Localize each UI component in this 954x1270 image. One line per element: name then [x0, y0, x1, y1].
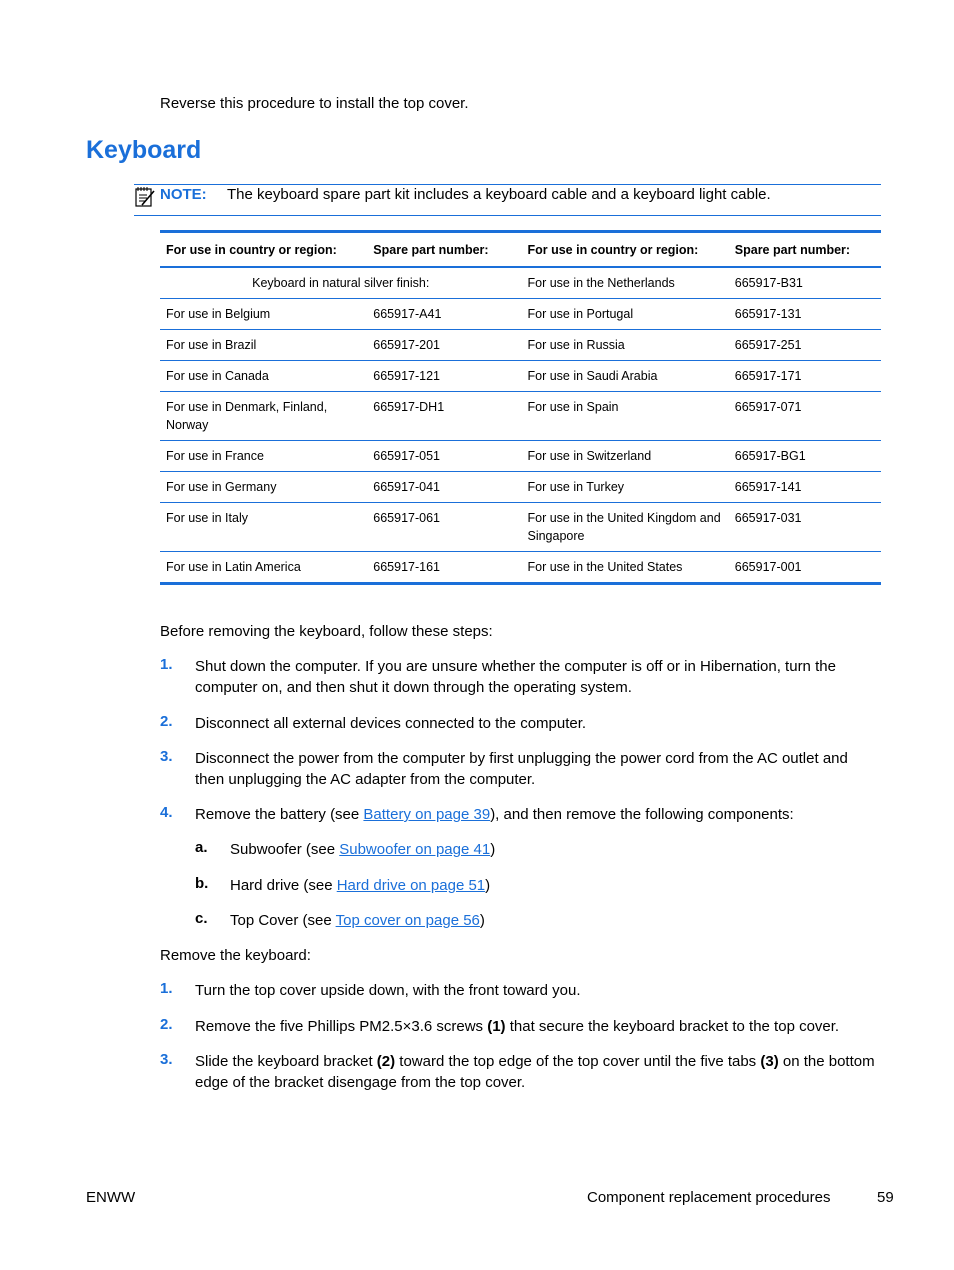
step-text: Disconnect all external devices connected to the computer. — [195, 715, 587, 732]
step-number: 2. — [160, 713, 173, 730]
part-number-cell: 665917-031 — [729, 503, 881, 552]
step-text: Disconnect the power from the computer by first unplugging the power cord from the AC outlet and then unplugging the AC adapter from the computer. — [195, 750, 848, 788]
part-number-cell: 665917-A41 — [367, 299, 521, 330]
sub-step-post: ) — [479, 912, 485, 929]
header-country-1: For use in country or region: — [160, 232, 367, 268]
step-number: 2. — [160, 1016, 173, 1033]
table-row — [160, 441, 881, 472]
country-cell: For use in Germany — [160, 472, 367, 503]
table-row — [160, 299, 881, 330]
footer-left: ENWW — [86, 1189, 136, 1206]
step-text: Turn the top cover upside down, with the front toward you. — [195, 982, 581, 999]
country-cell: For use in Denmark, Finland, Norway — [160, 392, 367, 441]
footer-section: Component replacement procedures — [587, 1189, 831, 1206]
header-part-2: Spare part number: — [729, 232, 881, 268]
note-icon — [134, 186, 156, 208]
part-number-cell: 665917-001 — [729, 552, 881, 584]
table-row — [160, 472, 881, 503]
subwoofer-link[interactable]: Subwoofer on page 41 — [339, 841, 491, 858]
sub-step-pre: Hard drive (see — [230, 877, 337, 894]
table-row — [160, 267, 881, 299]
intro-text: Reverse this procedure to install the top cover. — [160, 95, 469, 112]
step-number: 3. — [160, 1051, 173, 1068]
callout-number: (3) — [760, 1053, 779, 1070]
country-cell: For use in Belgium — [160, 299, 367, 330]
table-row — [160, 361, 881, 392]
remove-intro: Remove the keyboard: — [160, 947, 311, 964]
table-row — [160, 392, 881, 441]
table-row — [160, 503, 881, 552]
sub-step-letter: a. — [195, 839, 208, 856]
sub-step-pre: Subwoofer (see — [230, 841, 340, 858]
header-country-2: For use in country or region: — [521, 232, 728, 268]
part-number-cell: 665917-141 — [729, 472, 881, 503]
step-number: 1. — [160, 656, 173, 673]
part-number-cell: 665917-131 — [729, 299, 881, 330]
part-number-cell: 665917-041 — [367, 472, 521, 503]
country-cell: For use in Canada — [160, 361, 367, 392]
part-number-cell: 665917-171 — [729, 361, 881, 392]
sub-step-post: ) — [490, 841, 496, 858]
step-number: 1. — [160, 980, 173, 997]
note-box — [134, 184, 881, 216]
country-cell: For use in Turkey — [521, 472, 728, 503]
part-number-cell: 665917-051 — [367, 441, 521, 472]
step-text — [195, 804, 875, 825]
part-number-cell: 665917-061 — [367, 503, 521, 552]
note-text: The keyboard spare part kit includes a keyboard cable and a keyboard light cable. — [227, 186, 771, 203]
country-cell: For use in Russia — [521, 330, 728, 361]
header-part-1: Spare part number: — [367, 232, 521, 268]
country-cell: For use in Saudi Arabia — [521, 361, 728, 392]
top-cover-link[interactable]: Top cover on page 56 — [335, 912, 480, 929]
country-cell: For use in the United Kingdom and Singapore — [521, 503, 728, 552]
sub-step-letter: c. — [195, 910, 208, 927]
before-steps-intro: Before removing the keyboard, follow these steps: — [160, 623, 493, 640]
step-text — [195, 1016, 885, 1037]
country-cell: For use in Latin America — [160, 552, 367, 584]
spare-parts-table — [160, 230, 881, 585]
country-cell: For use in the United States — [521, 552, 728, 584]
sub-step-text — [230, 910, 485, 931]
part-number-cell: 665917-161 — [367, 552, 521, 584]
battery-link[interactable]: Battery on page 39 — [363, 806, 491, 823]
table-row — [160, 330, 881, 361]
callout-number: (1) — [487, 1018, 506, 1035]
hard-drive-link[interactable]: Hard drive on page 51 — [336, 877, 486, 894]
part-number-cell: 665917-121 — [367, 361, 521, 392]
step-text-part: that secure the keyboard bracket to the top cover. — [505, 1018, 840, 1035]
step-text-part: on the bottom edge of the bracket disengage from the top cover. — [195, 1053, 875, 1091]
sub-step-post: ) — [485, 877, 491, 894]
note-label: NOTE: — [160, 186, 207, 203]
sub-step-pre: Top Cover (see — [230, 912, 336, 929]
sub-step-text — [230, 875, 490, 896]
part-number-cell: 665917-251 — [729, 330, 881, 361]
part-number-cell: 665917-BG1 — [729, 441, 881, 472]
step-text-part: Slide the keyboard bracket — [195, 1053, 377, 1070]
sub-step-letter: b. — [195, 875, 209, 892]
country-cell: For use in Spain — [521, 392, 728, 441]
country-cell: For use in Brazil — [160, 330, 367, 361]
country-cell: For use in Switzerland — [521, 441, 728, 472]
finish-label-cell: Keyboard in natural silver finish: — [160, 267, 521, 299]
part-number-cell: 665917-201 — [367, 330, 521, 361]
section-heading: Keyboard — [86, 136, 202, 164]
country-cell: For use in Portugal — [521, 299, 728, 330]
country-cell: For use in France — [160, 441, 367, 472]
step-text-part: Remove the five Phillips PM2.5×3.6 screws — [195, 1018, 488, 1035]
step-text — [195, 1051, 875, 1093]
sub-step-text — [230, 839, 495, 860]
step-number: 4. — [160, 804, 173, 821]
country-cell: For use in Italy — [160, 503, 367, 552]
table-header-row — [160, 232, 881, 268]
table-row — [160, 552, 881, 584]
part-number-cell: 665917-071 — [729, 392, 881, 441]
callout-number: (2) — [376, 1053, 396, 1070]
step-text: Shut down the computer. If you are unsure whether the computer is off or in Hibernation, turn the computer on, and then shut it down through the operating system. — [195, 658, 836, 696]
part-number-cell: 665917-DH1 — [367, 392, 521, 441]
country-cell: For use in the Netherlands — [521, 267, 728, 299]
step-text-post: ), and then remove the following components: — [490, 806, 794, 823]
step-text-part: toward the top edge of the top cover until the five tabs — [395, 1053, 761, 1070]
part-number-cell: 665917-B31 — [729, 267, 881, 299]
page-number: 59 — [877, 1189, 894, 1206]
step-number: 3. — [160, 748, 173, 765]
step-text-pre: Remove the battery (see — [195, 806, 364, 823]
